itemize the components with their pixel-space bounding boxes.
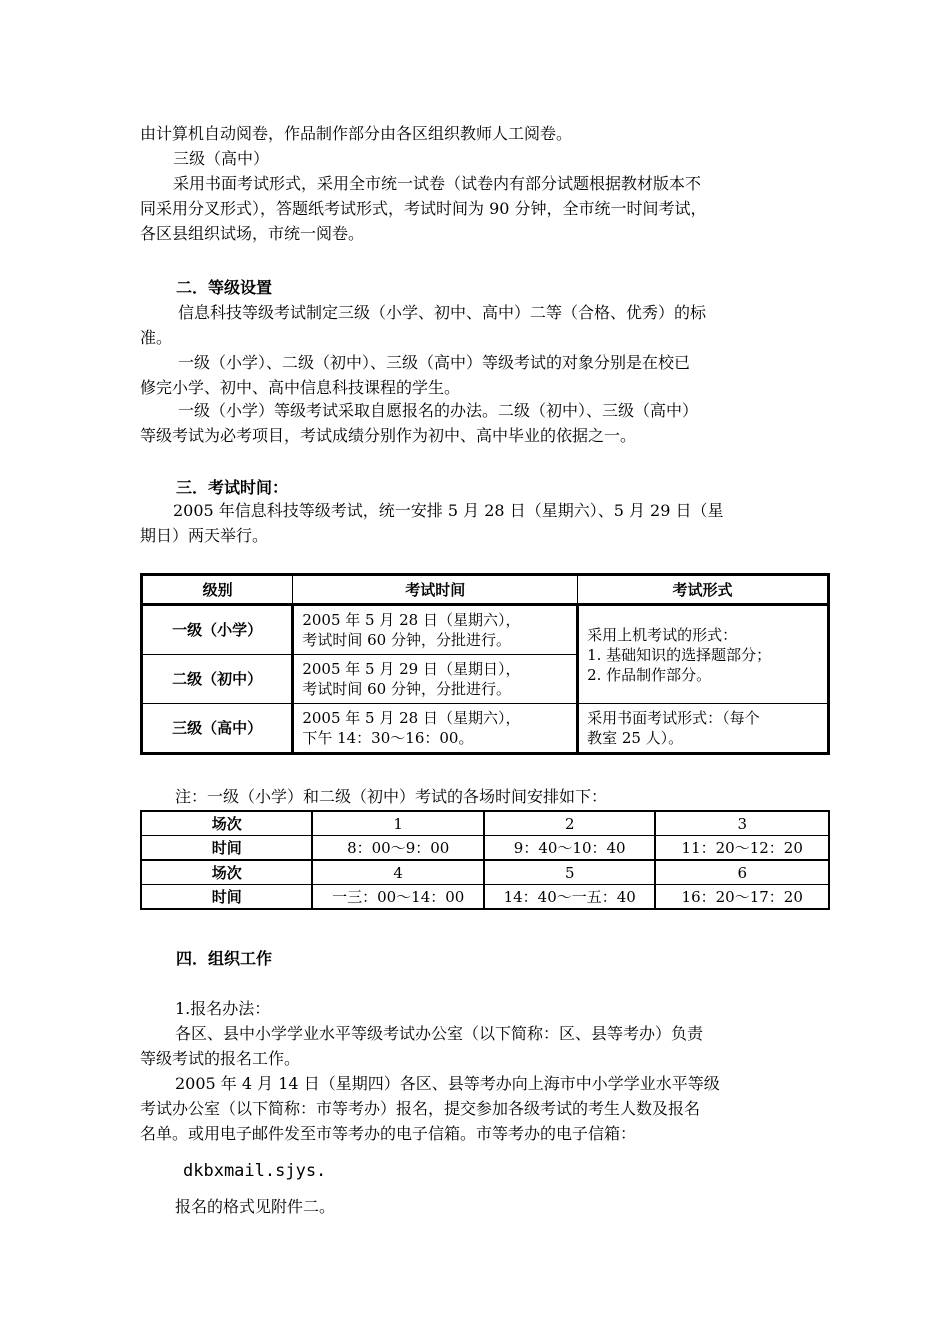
table-row — [141, 860, 829, 885]
session-schedule-table — [140, 810, 830, 910]
subheading-registration: 1.报名办法： — [175, 999, 271, 1018]
time-label: 时间 — [141, 836, 312, 861]
paragraph-line: 期日）两天举行。 — [140, 526, 269, 545]
level-three-label: 三级（高中） — [173, 149, 270, 168]
level-cell: 三级（高中） — [142, 704, 293, 754]
paragraph-line: 考试办公室（以下简称：市等考办）报名，提交参加各级考试的考生人数及报名 — [140, 1099, 701, 1118]
session-time: 8：00～9：00 — [312, 836, 484, 861]
session-time: 一三：00～14：00 — [312, 885, 484, 910]
paragraph-line: 修完小学、初中、高中信息科技课程的学生。 — [140, 378, 461, 397]
session-number: 2 — [484, 811, 656, 836]
paragraph-line: 各区县组织试场，市统一阅卷。 — [140, 224, 365, 243]
table-row — [141, 811, 829, 836]
format-line: 教室 25 人）。 — [587, 729, 684, 747]
paragraph-line: 由计算机自动阅卷，作品制作部分由各区组织教师人工阅卷。 — [140, 124, 573, 143]
session-time: 11：20～12：20 — [655, 836, 829, 861]
level-cell: 一级（小学） — [142, 605, 293, 655]
format-line: 采用书面考试形式：（每个 — [587, 709, 760, 727]
table-row — [141, 885, 829, 910]
section-heading-levels: 二．等级设置 — [176, 278, 273, 297]
level-cell: 二级（初中） — [142, 655, 293, 704]
table-row — [141, 836, 829, 861]
exam-schedule-table — [140, 573, 830, 755]
column-header-format: 考试形式 — [578, 575, 829, 605]
time-cell — [293, 704, 578, 754]
paragraph-line: 采用书面考试形式，采用全市统一试卷（试卷内有部分试题根据教材版本不 — [173, 174, 702, 193]
paragraph-line: 2005 年信息科技等级考试，统一安排 5 月 28 日（星期六）、5 月 29 日（星 — [173, 501, 724, 520]
section-heading-organization: 四．组织工作 — [176, 949, 273, 968]
format-line: 1. 基础知识的选择题部分； — [587, 645, 772, 664]
session-number: 4 — [312, 860, 484, 885]
time-cell — [293, 655, 578, 704]
time-line: 考试时间 60 分钟，分批进行。 — [302, 680, 511, 698]
format-cell — [578, 605, 829, 704]
paragraph-line: 报名的格式见附件二。 — [175, 1197, 336, 1216]
session-label: 场次 — [141, 860, 312, 885]
paragraph-line: 准。 — [140, 328, 173, 347]
time-label: 时间 — [141, 885, 312, 910]
session-label: 场次 — [141, 811, 312, 836]
session-number: 3 — [655, 811, 829, 836]
session-number: 6 — [655, 860, 829, 885]
time-line: 2005 年 5 月 28 日（星期六）， — [302, 709, 521, 727]
time-line: 下午 14：30～16：00。 — [302, 729, 474, 747]
paragraph-line: 同采用分叉形式），答题纸考试形式，考试时间为 90 分钟，全市统一时间考试， — [140, 199, 707, 218]
time-cell — [293, 605, 578, 655]
format-line: 采用上机考试的形式： — [587, 625, 738, 644]
table-note: 注：一级（小学）和二级（初中）考试的各场时间安排如下： — [175, 787, 608, 806]
email-address: dkbxmail.sjys. — [183, 1161, 327, 1181]
time-line: 2005 年 5 月 29 日（星期日）， — [302, 660, 521, 678]
paragraph-line: 2005 年 4 月 14 日（星期四）各区、县等考办向上海市中小学学业水平等级 — [175, 1074, 720, 1093]
session-time: 16：20～17：20 — [655, 885, 829, 910]
format-cell — [578, 704, 829, 754]
paragraph-line: 一级（小学）、二级（初中）、三级（高中）等级考试的对象分别是在校已 — [178, 353, 691, 372]
paragraph-line: 一级（小学）等级考试采取自愿报名的办法。二级（初中）、三级（高中） — [178, 401, 699, 420]
table-header-row — [142, 575, 829, 605]
paragraph-line: 信息科技等级考试制定三级（小学、初中、高中）二等（合格、优秀）的标 — [178, 303, 707, 322]
section-heading-exam-time: 三．考试时间： — [176, 478, 289, 497]
paragraph-line: 等级考试的报名工作。 — [140, 1049, 301, 1068]
paragraph-line: 各区、县中小学学业水平等级考试办公室（以下简称：区、县等考办）负责 — [175, 1024, 704, 1043]
paragraph-line: 等级考试为必考项目，考试成绩分别作为初中、高中毕业的依据之一。 — [140, 426, 637, 445]
format-line: 2. 作品制作部分。 — [587, 665, 712, 684]
table-row — [142, 605, 829, 655]
session-number: 5 — [484, 860, 656, 885]
session-time: 14：40～一五：40 — [484, 885, 656, 910]
time-line: 2005 年 5 月 28 日（星期六）， — [302, 611, 521, 629]
session-number: 1 — [312, 811, 484, 836]
table-row — [142, 704, 829, 754]
time-line: 考试时间 60 分钟，分批进行。 — [302, 631, 511, 649]
column-header-level: 级别 — [142, 575, 293, 605]
paragraph-line: 名单。或用电子邮件发至市等考办的电子信箱。市等考办的电子信箱： — [140, 1124, 637, 1143]
session-time: 9：40～10：40 — [484, 836, 656, 861]
column-header-time: 考试时间 — [293, 575, 578, 605]
